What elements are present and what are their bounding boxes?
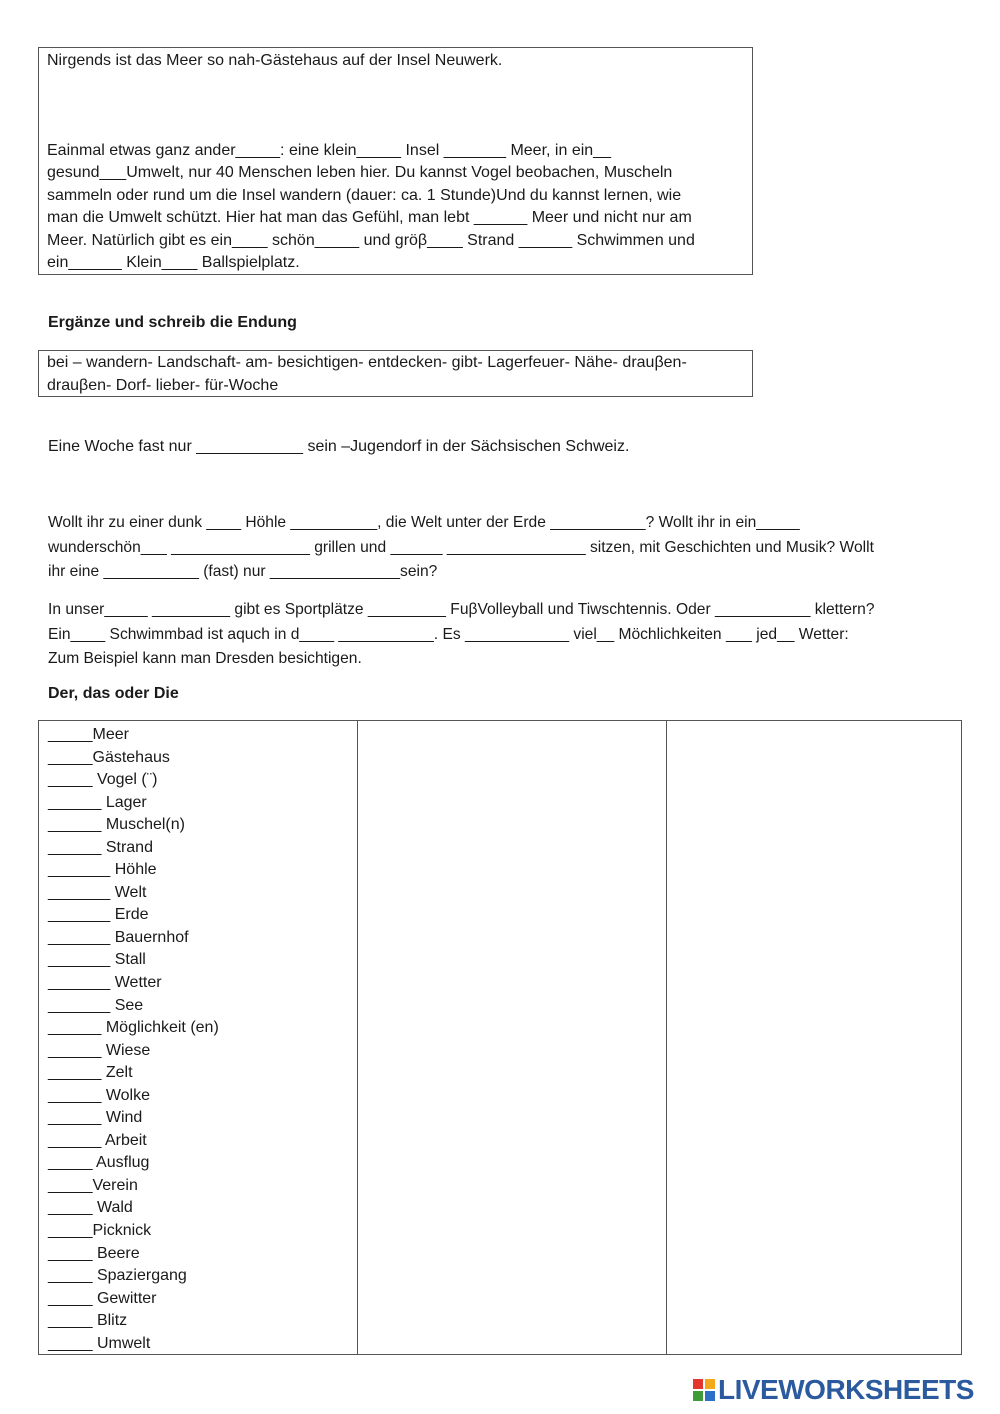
article-item: _______ Erde bbox=[48, 906, 149, 924]
article-item: _______ Höhle bbox=[48, 861, 157, 879]
article-item: _____Verein bbox=[48, 1176, 138, 1194]
section-heading-articles: Der, das oder Die bbox=[48, 685, 179, 702]
article-column-2 bbox=[358, 721, 667, 1354]
article-item: _______ Wetter bbox=[48, 974, 162, 992]
logo-grid-icon bbox=[692, 1378, 716, 1402]
reading-line: gesund___Umwelt, nur 40 Menschen leben hier. Du kannst Vogel beobachen, Muscheln bbox=[47, 164, 673, 181]
reading-box bbox=[38, 47, 753, 275]
section-heading-endings: Ergänze und schreib die Endung bbox=[48, 314, 297, 331]
article-item: _____ Ausflug bbox=[48, 1154, 150, 1172]
title-line-text: Eine Woche fast nur ____________ sein –Jugendorf in der Sächsischen Schweiz. bbox=[48, 438, 630, 455]
paragraph-1 bbox=[48, 511, 874, 585]
jugenddorf-title-line bbox=[48, 436, 629, 459]
article-item: _____ Wald bbox=[48, 1199, 133, 1217]
liveworksheets-logo bbox=[692, 1374, 974, 1406]
reading-line: Eainmal etwas ganz ander_____: eine klein_____ Insel _______ Meer, in ein__ bbox=[47, 141, 611, 159]
article-item: ______ Wind bbox=[48, 1109, 143, 1127]
article-item: _______ Stall bbox=[48, 951, 146, 969]
article-item: ______ Arbeit bbox=[48, 1131, 147, 1149]
article-item: _____ Umwelt bbox=[48, 1334, 151, 1352]
article-item: _______ See bbox=[48, 996, 144, 1014]
paragraph-line: In unser_____ _________ gibt es Sportplätze _________ FuβVolleyball und Tiwschtennis. Oder ___________ klettern? bbox=[48, 601, 875, 618]
reading-line: man die Umwelt schützt. Hier hat man das Gefühl, man lebt ______ Meer und nicht nur am bbox=[47, 209, 692, 226]
article-column-3 bbox=[667, 721, 961, 1354]
article-item: _____ Spaziergang bbox=[48, 1267, 187, 1285]
paragraph-line: Wollt ihr zu einer dunk ____ Höhle __________, die Welt unter der Erde ___________? Wollt ihr in ein_____ bbox=[48, 514, 800, 531]
paragraph-line: wunderschön___ ________________ grillen und ______ ________________ sitzen, mit Geschichten und Musik? Wollt bbox=[48, 538, 874, 556]
article-item: ______ Wolke bbox=[48, 1086, 150, 1104]
article-item: ______ Muschel(n) bbox=[48, 816, 185, 834]
article-item: _____Meer bbox=[48, 726, 129, 743]
article-item: _______ Bauernhof bbox=[48, 928, 189, 946]
reading-line: sammeln oder rund um die Insel wandern (dauer: ca. 1 Stunde)Und du kannst lernen, wie bbox=[47, 186, 682, 204]
paragraph-line: Zum Beispiel kann man Dresden besichtigen. bbox=[48, 650, 362, 667]
paragraph-line: ihr eine ___________ (fast) nur _______________sein? bbox=[48, 563, 438, 580]
paragraph-line: Ein____ Schwimmbad ist aquch in d____ ___________. Es ____________ viel__ Möchlichkeiten ___ jed__ Wetter: bbox=[48, 625, 849, 643]
article-item: ______ Lager bbox=[48, 793, 147, 811]
article-item: _____ Vogel (¨) bbox=[48, 771, 158, 789]
article-item: _______ Welt bbox=[48, 883, 147, 901]
reading-line: ein______ Klein____ Ballspielplatz. bbox=[47, 254, 300, 271]
reading-title: Nirgends ist das Meer so nah-Gästehaus auf der Insel Neuwerk. bbox=[47, 52, 503, 69]
article-item: ______ Wiese bbox=[48, 1041, 151, 1059]
article-item: _____Picknick bbox=[48, 1222, 152, 1240]
article-item: _____ Gewitter bbox=[48, 1289, 157, 1307]
article-item: ______ Strand bbox=[48, 838, 153, 856]
word-bank-line: bei – wandern- Landschaft- am- besichtigen- entdecken- gibt- Lagerfeuer- Nähe- drauβen- bbox=[47, 354, 687, 371]
paragraph-2 bbox=[48, 598, 875, 672]
article-column-1 bbox=[39, 721, 358, 1354]
reading-line: Meer. Natürlich gibt es ein____ schön_____ und gröβ____ Strand ______ Schwimmen und bbox=[47, 231, 695, 249]
logo-text: LIVEWORKSHEETS bbox=[718, 1374, 974, 1405]
article-item: _____ Blitz bbox=[48, 1312, 128, 1330]
article-item: _____ Beere bbox=[48, 1244, 140, 1262]
article-item: ______ Zelt bbox=[48, 1064, 133, 1082]
article-table bbox=[38, 720, 962, 1355]
article-item: _____Gästehaus bbox=[48, 748, 170, 766]
word-bank-line: drauβen- Dorf- lieber- für-Woche bbox=[47, 376, 279, 394]
article-item: ______ Möglichkeit (en) bbox=[48, 1019, 219, 1037]
word-bank-box bbox=[38, 350, 753, 397]
